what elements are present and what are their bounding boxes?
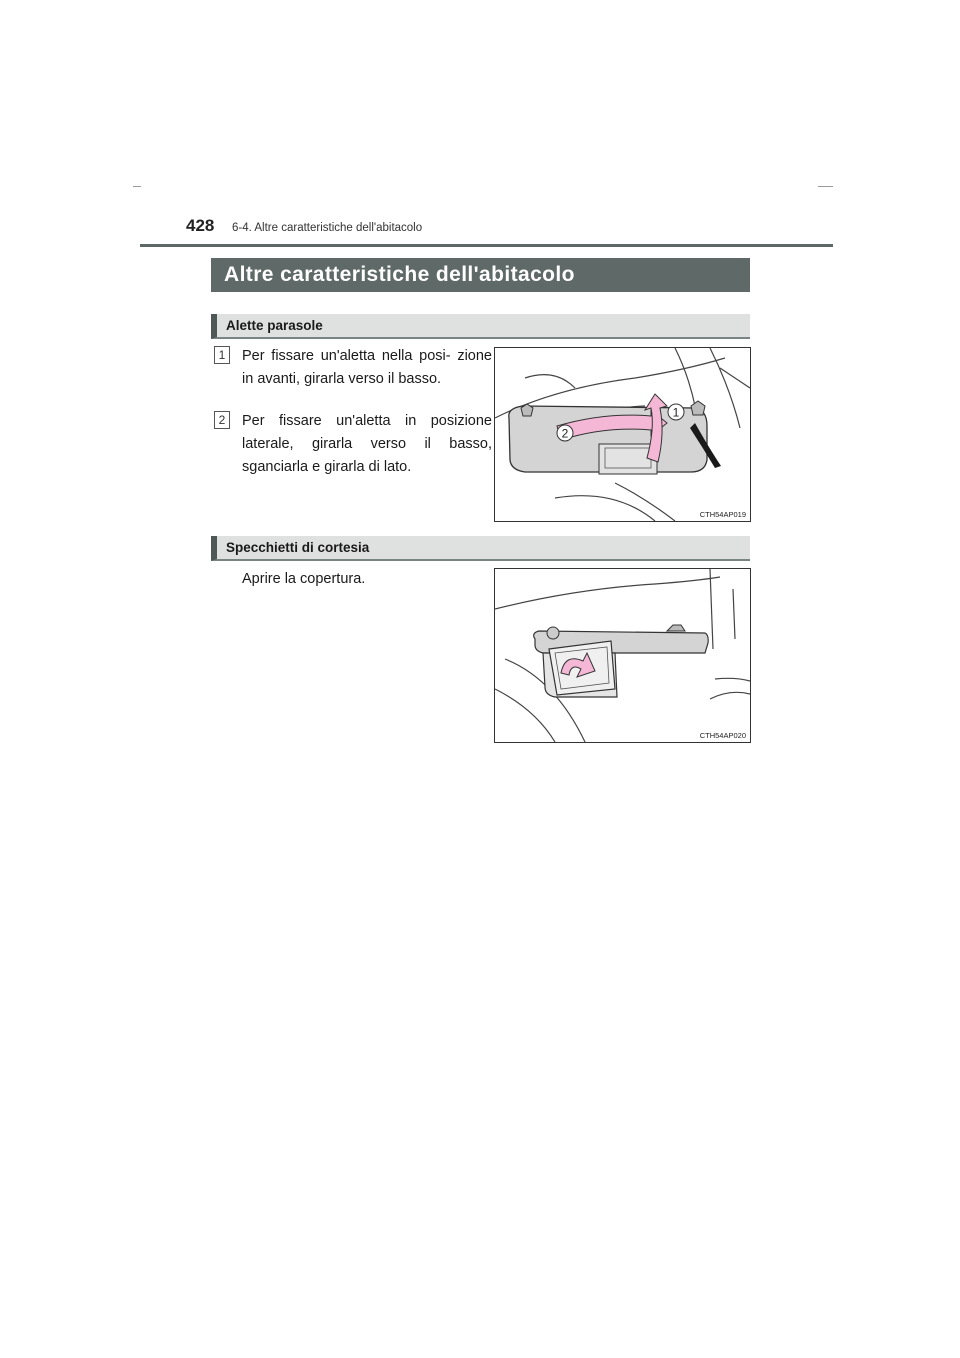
step-2 <box>214 410 492 479</box>
crop-mark-right <box>818 186 833 187</box>
vanity-mirror-instruction: Aprire la copertura. <box>242 571 366 587</box>
vanity-mirror-figure <box>494 568 751 743</box>
sun-visor-illustration <box>495 348 750 521</box>
callout-1: 1 <box>672 405 680 420</box>
header-rule <box>140 244 833 247</box>
step-number: 2 <box>214 411 230 429</box>
step-number: 1 <box>214 346 230 364</box>
subsection-heading-sun-visors: Alette parasole <box>211 314 750 339</box>
chapter-title: 6-4. Altre caratteristiche dell'abitacolo <box>232 222 423 234</box>
step-1 <box>214 345 492 391</box>
figure-code: CTH54AP019 <box>699 510 746 519</box>
step-text: Per fissare un'aletta nella posi- zione in avanti, girarla verso il basso. <box>242 348 492 387</box>
page-number: 428 <box>186 216 215 235</box>
figure-code: CTH54AP020 <box>699 731 746 740</box>
callout-2: 2 <box>561 426 569 441</box>
section-title: Altre caratteristiche dell'abitacolo <box>211 258 750 292</box>
step-text: Per fissare un'aletta in posizione laterale, girarla verso il basso, sganciarla e girarla di lato. <box>242 413 492 475</box>
sun-visor-figure <box>494 347 751 522</box>
subsection-heading-vanity-mirrors: Specchietti di cortesia <box>211 536 750 561</box>
vanity-mirror-illustration <box>495 569 750 742</box>
crop-mark-left <box>133 186 141 187</box>
